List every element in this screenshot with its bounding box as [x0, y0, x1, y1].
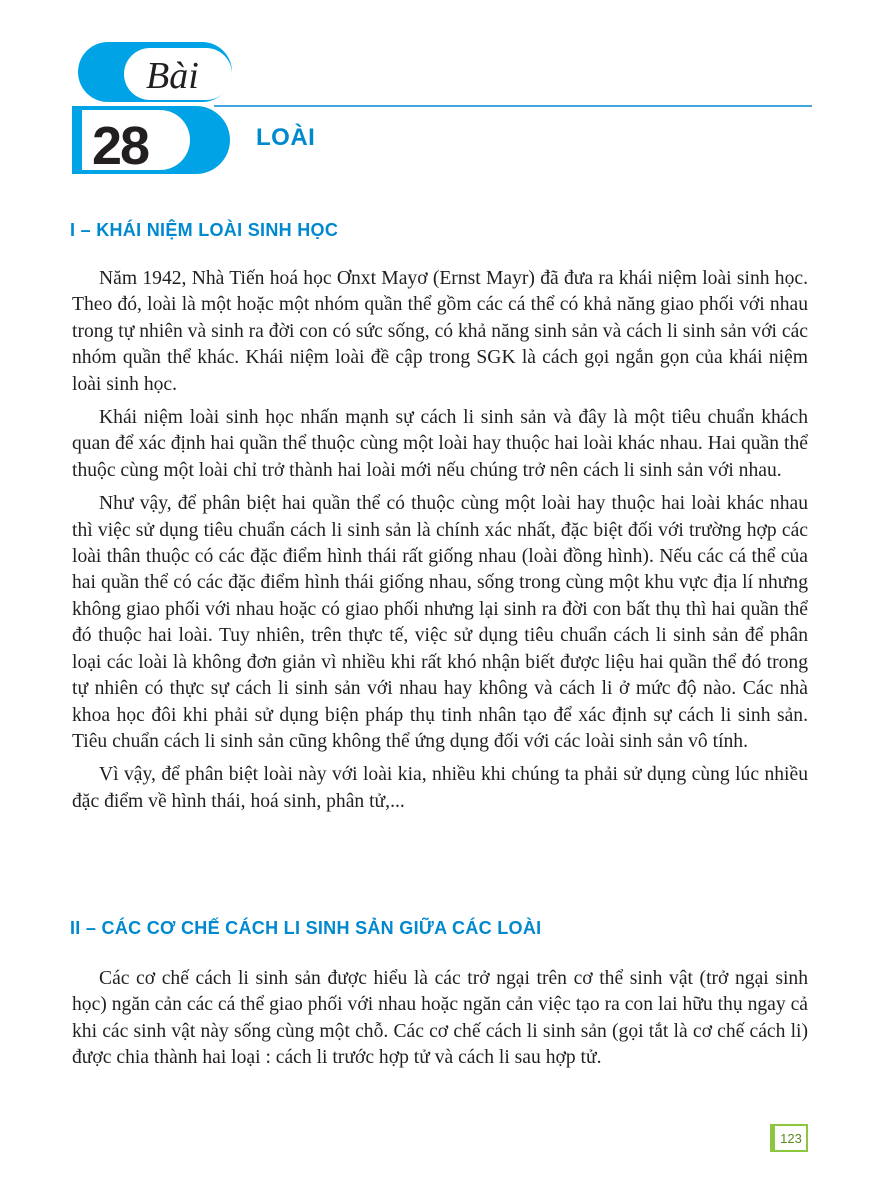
lesson-title: LOÀI — [256, 124, 316, 151]
paragraph: Khái niệm loài sinh học nhấn mạnh sự cách li sinh sản và đây là một tiêu chuẩn khách quan để xác định hai quần thể thuộc cùng một loài hay thuộc hai loài khác nhau. Hai quần thể thuộc cùng một loài chỉ trở thành hai loài mới nếu chúng trở nên cách li sinh sản với nhau. — [72, 407, 808, 481]
section-body-1 — [72, 266, 808, 822]
paragraph: Vì vậy, để phân biệt loài này với loài kia, nhiều khi chúng ta phải sử dụng cùng lúc nhiều đặc điểm về hình thái, hoá sinh, phân tử,... — [72, 764, 808, 812]
page-number-text: 123 — [780, 1131, 802, 1146]
section-heading-2: II – CÁC CƠ CHẾ CÁCH LI SINH SẢN GIỮA CÁC LOÀI — [70, 918, 542, 938]
paragraph: Các cơ chế cách li sinh sản được hiểu là các trở ngại trên cơ thể sinh vật (trở ngại sinh học) ngăn cản các cá thể giao phối với nhau hoặc ngăn cản việc tạo ra con lai hữu thụ ngay cả khi các sinh vật này sống cùng một chỗ. Các cơ chế cách li sinh sản (gọi tắt là cơ chế cách li) được chia thành hai loại : cách li trước hợp tử và cách li sau hợp tử. — [72, 968, 808, 1069]
section-heading-1: I – KHÁI NIỆM LOÀI SINH HỌC — [70, 220, 339, 240]
section-body-2 — [72, 966, 808, 1079]
paragraph: Như vậy, để phân biệt hai quần thể có thuộc cùng một loài hay thuộc hai loài khác nhau thì việc sử dụng tiêu chuẩn cách li sinh sản là chính xác nhất, đặc biệt đối với trường hợp các loài thân thuộc có các đặc điểm hình thái rất giống nhau (loài đồng hình). Nếu các cá thể của hai quần thể có các đặc điểm hình thái giống nhau, sống trong cùng một khu vực địa lí nhưng không giao phối với nhau hoặc có giao phối nhưng lại sinh ra đời con bất thụ thì hai quần thể đó thuộc hai loài. Tuy nhiên, trên thực tế, việc sử dụng tiêu chuẩn cách li sinh sản để phân loại các loài là không đơn giản vì nhiều khi rất khó nhận biết được liệu hai quần thể đó trong tự nhiên có thực sự cách li sinh sản với nhau hay không và cách li ở mức độ nào. Các nhà khoa học đôi khi phải sử dụng biện pháp thụ tinh nhân tạo để xác định sự cách li sinh sản. Tiêu chuẩn cách li sinh sản cũng không thể ứng dụng đối với các loài sinh sản vô tính. — [72, 493, 808, 752]
lesson-label: Bài — [146, 55, 199, 97]
lesson-number: 28 — [92, 116, 149, 176]
paragraph: Năm 1942, Nhà Tiến hoá học Ơnxt Mayơ (Ernst Mayr) đã đưa ra khái niệm loài sinh học. Theo đó, loài là một hoặc một nhóm quần thể gồm các cá thể có khả năng giao phối với nhau trong tự nhiên và sinh ra đời con có sức sống, có khả năng sinh sản và cách li sinh sản với các nhóm quần thể khác. Khái niệm loài đề cập trong SGK là cách gọi ngắn gọn của khái niệm loài sinh học. — [72, 268, 808, 395]
page-number-accent — [771, 1125, 775, 1151]
page-number — [770, 1124, 808, 1152]
lesson-badge — [0, 0, 882, 190]
